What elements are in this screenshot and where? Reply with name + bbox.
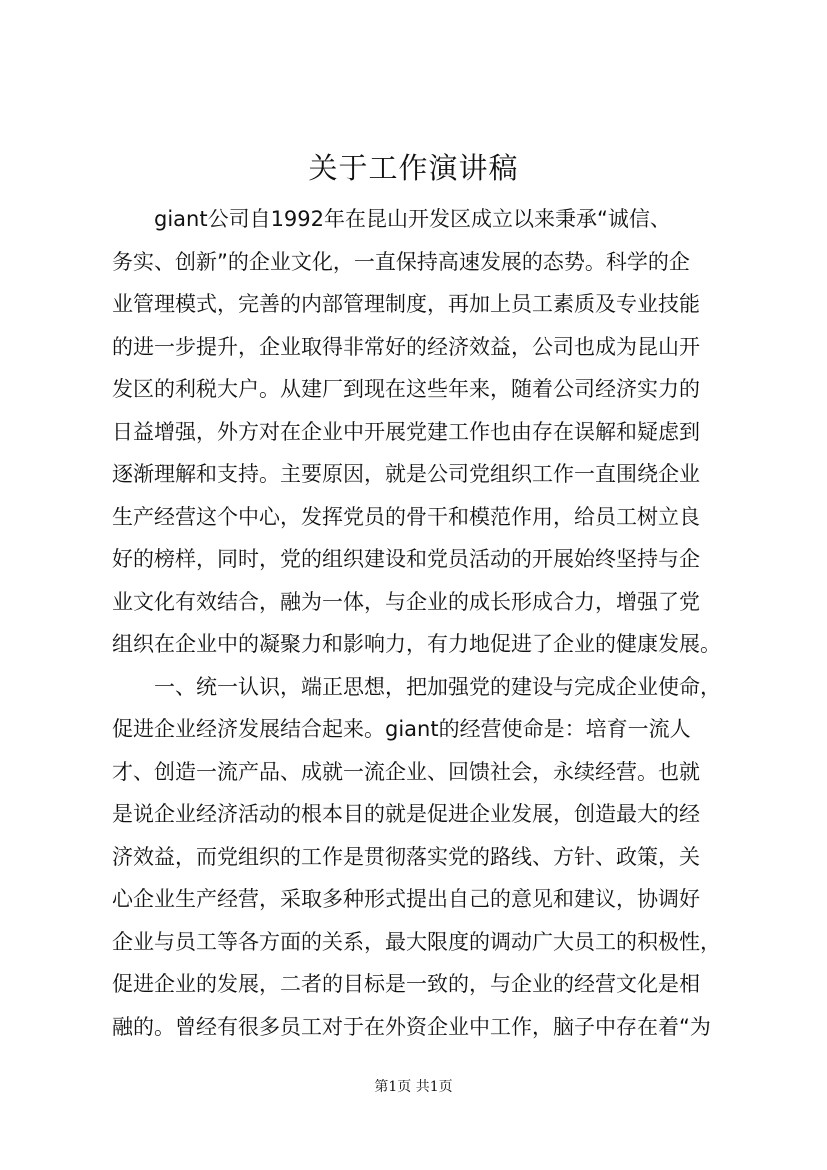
body-line: 促进企业的发展，二者的目标是一致的，与企业的经营文化是相 xyxy=(112,972,700,996)
body-line: 融的。曾经有很多员工对于在外资企业中工作，脑子中存在着“为 xyxy=(112,1014,711,1039)
body-line: 济效益，而党组织的工作是贯彻落实党的路线、方针、政策，关 xyxy=(112,844,700,869)
body-line: 心企业生产经营，采取多种形式提出自己的意见和建议，协调好 xyxy=(112,887,700,911)
body-line: 生产经营这个中心，发挥党员的骨干和模范作用，给员工树立良 xyxy=(112,504,700,529)
body-line: 企业与员工等各方面的关系，最大限度的调动广大员工的积极性， xyxy=(112,929,721,954)
body-line: 务实、创新”的企业文化，一直保持高速发展的态势。科学的企 xyxy=(112,249,690,274)
body-line: 的进一步提升，企业取得非常好的经济效益，公司也成为昆山开 xyxy=(112,334,700,359)
body-line: 一、统一认识，端正思想，把加强党的建设与完成企业使命， xyxy=(112,674,721,699)
body-line: 发区的利税大户。从建厂到现在这些年来，随着公司经济实力的 xyxy=(112,377,700,401)
body-line: 业管理模式，完善的内部管理制度，再加上员工素质及专业技能 xyxy=(112,292,700,316)
page-footer: 第1页 共1页 xyxy=(374,1079,453,1095)
body-line: 促进企业经济发展结合起来。giant的经营使命是：培育一流人 xyxy=(112,717,691,741)
body-line: 才、创造一流产品、成就一流企业、回馈社会，永续经营。也就 xyxy=(112,759,700,784)
body-line: 好的榜样，同时，党的组织建设和党员活动的开展始终坚持与企 xyxy=(112,547,700,571)
body-line: 逐渐理解和支持。主要原因，就是公司党组织工作一直围绕企业 xyxy=(112,462,700,486)
body-line: 日益增强，外方对在企业中开展党建工作也由存在误解和疑虑到 xyxy=(112,419,700,444)
body-line: 组织在企业中的凝聚力和影响力，有力地促进了企业的健康发展。 xyxy=(112,632,721,656)
body-line: 是说企业经济活动的根本目的就是促进企业发展，创造最大的经 xyxy=(112,802,700,826)
body-line: giant公司自1992年在昆山开发区成立以来秉承“诚信、 xyxy=(112,207,671,231)
body-line: 业文化有效结合，融为一体，与企业的成长形成合力，增强了党 xyxy=(112,589,700,614)
document-body xyxy=(112,198,724,1048)
document-title: 关于工作演讲稿 xyxy=(308,151,519,185)
